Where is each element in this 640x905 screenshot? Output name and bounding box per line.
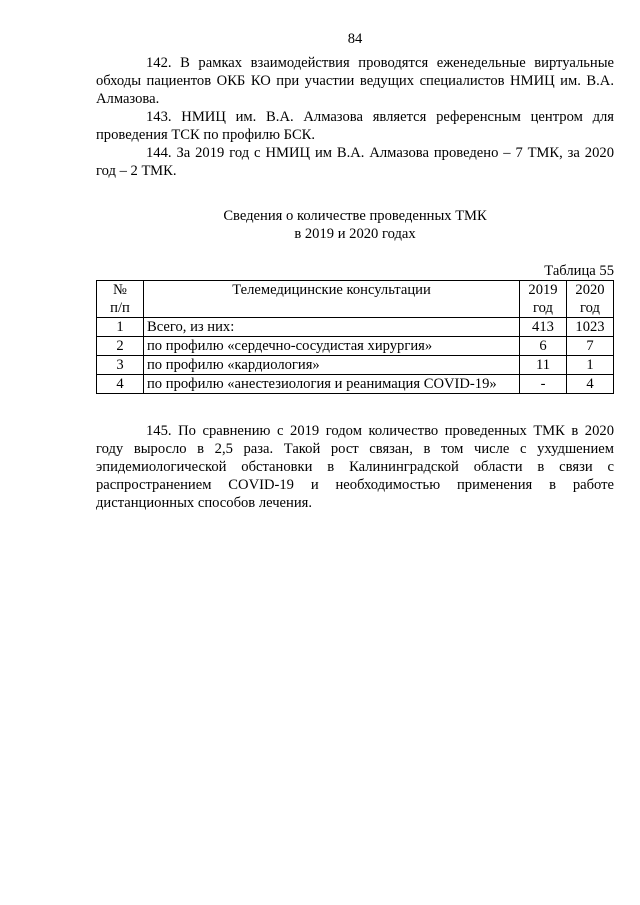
- row-2019: -: [520, 375, 567, 394]
- table-header-row: [97, 281, 614, 318]
- row-num: 1: [97, 318, 144, 337]
- row-name: по профилю «анестезиология и реанимация COVID-19»: [144, 375, 520, 394]
- header-num: № п/п: [97, 281, 144, 318]
- header-2019: 2019 год: [520, 281, 567, 318]
- header-name: Телемедицинские консультации: [144, 281, 520, 318]
- row-num: 4: [97, 375, 144, 394]
- caption-line-2: в 2019 и 2020 годах: [294, 226, 416, 242]
- row-2020: 1023: [567, 318, 614, 337]
- table-row: [97, 337, 614, 356]
- row-2019: 6: [520, 337, 567, 356]
- row-name: по профилю «кардиология»: [144, 356, 520, 375]
- row-2020: 7: [567, 337, 614, 356]
- paragraph-144: 144. За 2019 год с НМИЦ им В.А. Алмазова проведено – 7 ТМК, за 2020 год – 2 ТМК.: [96, 145, 614, 179]
- row-2020: 1: [567, 356, 614, 375]
- row-2020: 4: [567, 375, 614, 394]
- paragraph-143: 143. НМИЦ им. В.А. Алмазова является референсным центром для проведения ТСК по профилю БСК.: [96, 109, 614, 143]
- paragraph-142: 142. В рамках взаимодействия проводятся еженедельные виртуальные обходы пациентов ОКБ КО при участии ведущих специалистов НМИЦ им. В.А. Алмазова.: [96, 55, 614, 107]
- row-num: 3: [97, 356, 144, 375]
- table-label: Таблица 55: [544, 263, 614, 279]
- page-number: 84: [347, 31, 363, 47]
- table-row: [97, 375, 614, 394]
- header-2020: 2020 год: [567, 281, 614, 318]
- row-num: 2: [97, 337, 144, 356]
- row-name: по профилю «сердечно-сосудистая хирургия»: [144, 337, 520, 356]
- row-2019: 413: [520, 318, 567, 337]
- paragraph-145: 145. По сравнению с 2019 годом количество проведенных ТМК в 2020 году выросло в 2,5 раза. Такой рост связан, в том числе с ухудшением эпидемиологической обстановки в Калининградской области в связи с распространением COVID-19 и необходимостью применения в работе дистанционных способов лечения.: [96, 423, 614, 511]
- table-caption: [96, 207, 614, 243]
- caption-line-1: Сведения о количестве проведенных ТМК: [223, 208, 487, 224]
- tmk-table: [96, 280, 614, 394]
- table-row: [97, 318, 614, 337]
- row-2019: 11: [520, 356, 567, 375]
- table-row: [97, 356, 614, 375]
- row-name: Всего, из них:: [144, 318, 520, 337]
- document-page: [96, 30, 614, 512]
